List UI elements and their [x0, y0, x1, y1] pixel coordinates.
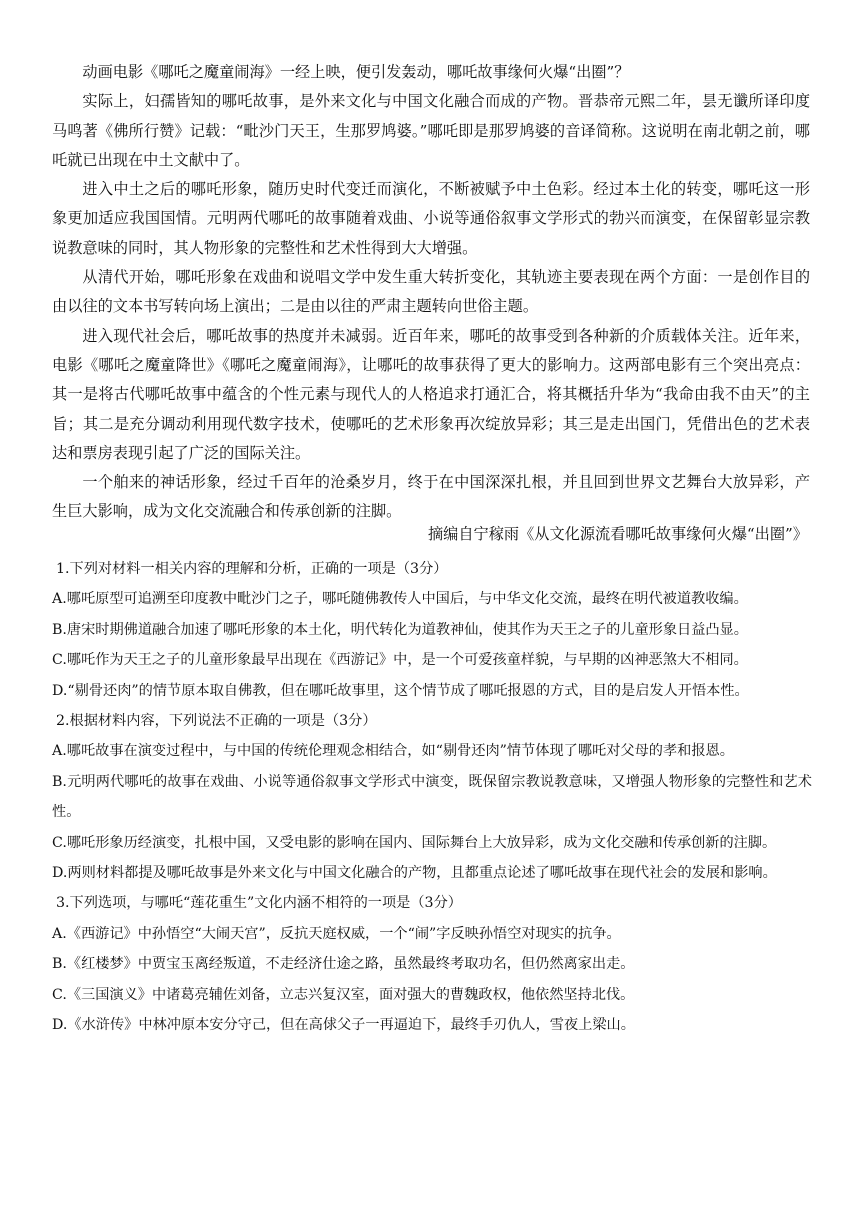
question-option: D.两则材料都提及哪吒故事是外来文化与中国文化融合的产物，且都重点论述了哪吒故事在现代社会的发展和影响。 [52, 865, 777, 882]
reading-passage [52, 58, 810, 527]
question-stem: 2.根据材料内容，下列说法不正确的一项是（3分） [56, 713, 377, 730]
question-option: A.哪吒原型可追溯至印度教中毗沙门之子，哪吒随佛教传人中国后，与中华文化交流，最终在明代被道教收编。 [52, 591, 748, 608]
question-option: B.《红楼梦》中贾宝玉离经叛道，不走经济仕途之路，虽然最终考取功名，但仍然离家出走。 [52, 956, 635, 973]
question-list [52, 554, 812, 1041]
question-option: C.哪吒作为天王之子的儿童形象最早出现在《西游记》中，是一个可爱孩童样貌，与早期的凶神恶煞大不相同。 [52, 652, 748, 669]
question-option: C.哪吒形象历经演变，扎根中国，又受电影的影响在国内、国际舞台上大放异彩，成为文化交融和传承创新的注脚。 [52, 834, 777, 851]
question-option: C.《三国演义》中诸葛亮辅佐刘备，立志兴复汉室，面对强大的曹魏政权，他依然坚持北伐。 [52, 986, 635, 1003]
question-option: D.“剔骨还肉”的情节原本取自佛教，但在哪吒故事里，这个情节成了哪吒报恩的方式，目的是启发人开悟本性。 [52, 682, 749, 699]
question-option: A.哪吒故事在演变过程中，与中国的传统伦理观念相结合，如“剔骨还肉”情节体现了哪吒对父母的孝和报恩。 [52, 743, 734, 760]
question-option: A.《西游记》中孙悟空“大闹天宫”，反抗天庭权威，一个“闹”字反映孙悟空对现实的抗争。 [52, 925, 621, 942]
passage-paragraph: 实际上，妇孺皆知的哪吒故事，是外来文化与中国文化融合而成的产物。晋恭帝元熙二年，昙无谶所译印度马鸣著《佛所行赞》记载：“毗沙门天王，生那罗鸠婆。”哪吒即是那罗鸠婆的音译简称。这说明在南北朝之前，哪吒就已出现在中土文献中了。 [52, 92, 810, 169]
question-option: D.《水浒传》中林冲原本安分守己，但在高俅父子一再逼迫下，最终手刃仇人，雪夜上梁山。 [52, 1017, 635, 1034]
passage-paragraph: 从清代开始，哪吒形象在戏曲和说唱文学中发生重大转折变化，其轨迹主要表现在两个方面：一是创作目的由以往的文本书写转向场上演出；二是由以往的严肃主题转向世俗主题。 [52, 268, 810, 316]
question-stem: 1.下列对材料一相关内容的理解和分析，正确的一项是（3分） [56, 561, 448, 577]
passage-paragraph: 一个舶来的神话形象，经过千百年的沧桑岁月，终于在中国深深扎根，并且回到世界文艺舞台大放异彩，产生巨大影响，成为文化交流融合和传承创新的注脚。 [52, 473, 810, 521]
passage-paragraph: 进入现代社会后，哪吒故事的热度并未减弱。近百年来，哪吒的故事受到各种新的介质载体关注。近年来，电影《哪吒之魔童降世》《哪吒之魔童闹海》，让哪吒的故事获得了更大的影响力。这两部电影有三个突出亮点：其一是将古代哪吒故事中蕴含的个性元素与现代人的人格追求打通汇合，将其概括升华为“我命由我不由天”的主旨；其二是充分调动利用现代数字技术，使哪吒的艺术形象再次绽放异彩；其三是走出国门，凭借出色的艺术表达和票房表现引起了广泛的国际关注。 [52, 326, 810, 462]
question-option: B.唐宋时期佛道融合加速了哪吒形象的本土化，明代转化为道教神仙，使其作为天王之子的儿童形象日益凸显。 [52, 621, 748, 638]
passage-source: 摘编自宁稼雨《从文化源流看哪吒故事缘何火爆“出圈”》 [427, 525, 808, 543]
passage-paragraph: 进入中土之后的哪吒形象，随历史时代变迁而演化，不断被赋予中土色彩。经过本土化的转变，哪吒这一形象更加适应我国国情。元明两代哪吒的故事随着戏曲、小说等通俗叙事文学形式的勃兴而演变，在保留彰显宗教说教意味的同时，其人物形象的完整性和艺术性得到大大增强。 [52, 180, 810, 257]
question-option: B.元明两代哪吒的故事在戏曲、小说等通俗叙事文学形式中演变，既保留宗教说教意味，又增强人物形象的完整性和艺术性。 [52, 773, 812, 821]
passage-paragraph: 动画电影《哪吒之魔童闹海》一经上映，便引发轰动，哪吒故事缘何火爆“出圈”？ [82, 63, 630, 81]
question-stem: 3.下列选项，与哪吒“莲花重生”文化内涵不相符的一项是（3分） [56, 895, 462, 912]
